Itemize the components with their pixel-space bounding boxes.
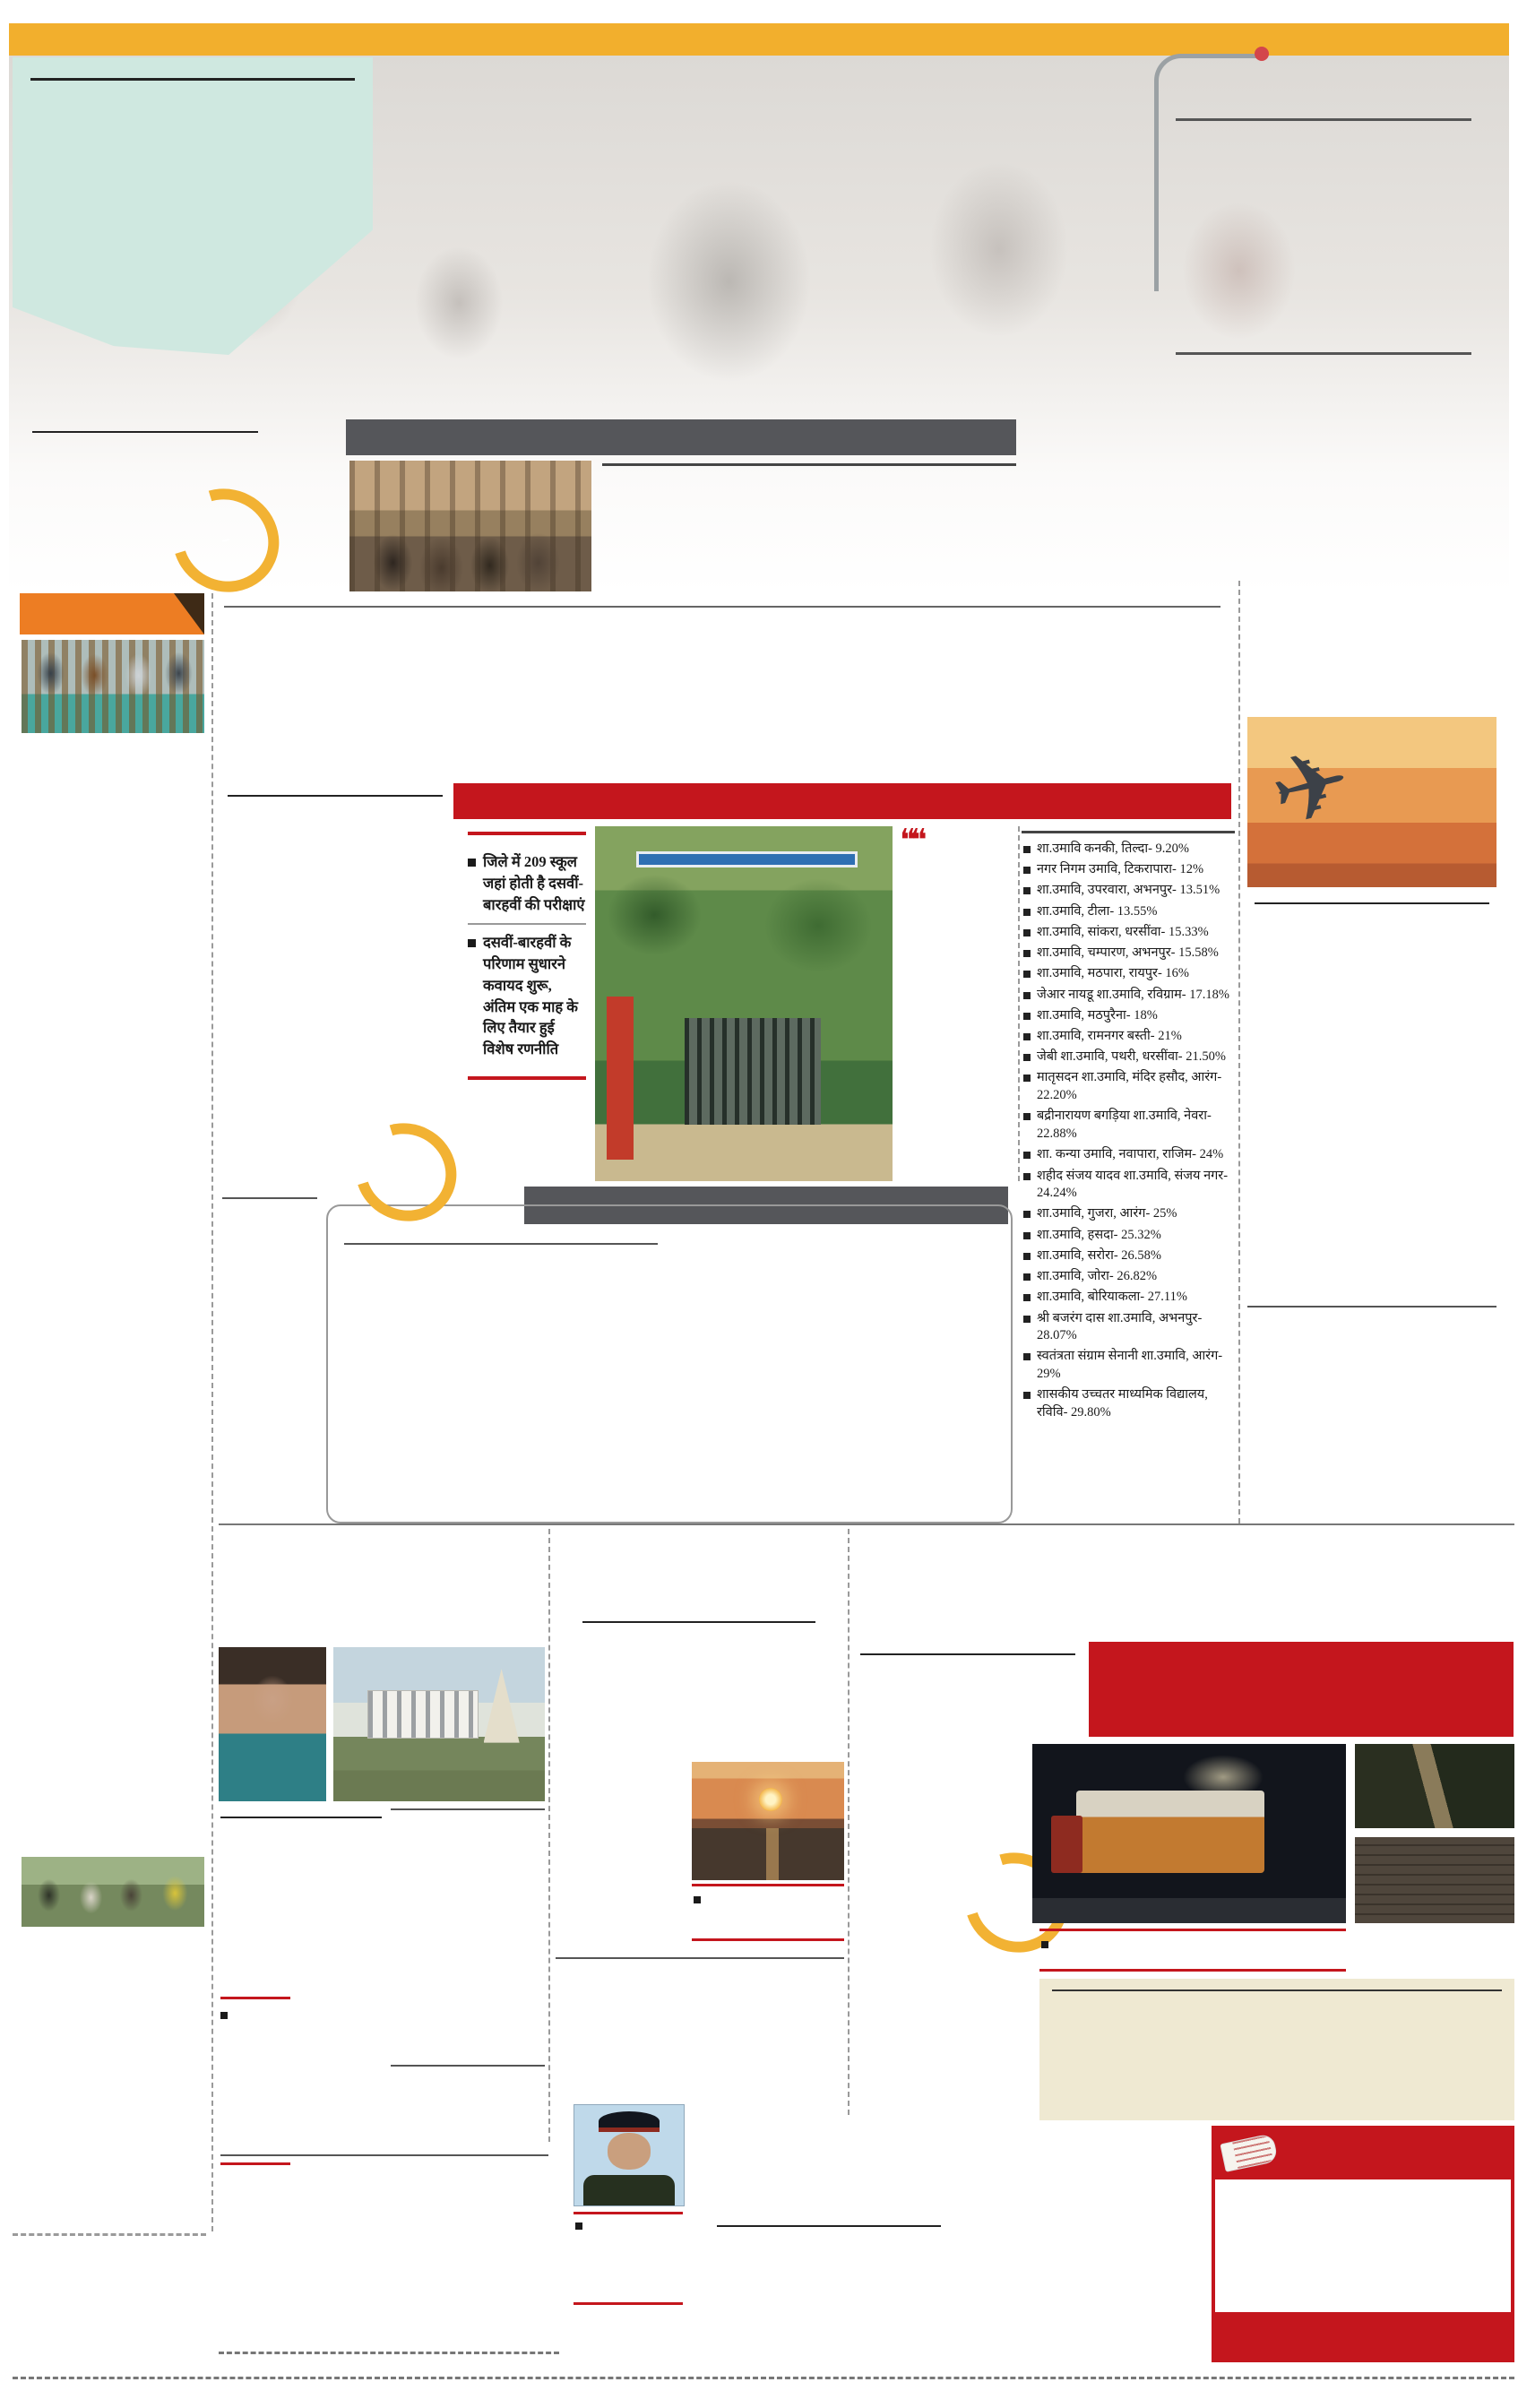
corner-line-decoration (1154, 54, 1266, 291)
school-list-item: श्री बजरंग दास शा.उमावि, अभनपुर- 28.07% (1022, 1310, 1235, 1345)
sunset-caption (692, 1884, 844, 1941)
school-list-item: शा.उमावि, हसदा- 25.32% (1022, 1227, 1235, 1245)
school-list-item: शहीद संजय यादव शा.उमावि, संजय नगर- 24.24% (1022, 1168, 1235, 1203)
liquor-pull-quote (220, 1997, 290, 2165)
divider (219, 2352, 559, 2354)
column-separator (848, 1529, 850, 2115)
school-body (222, 826, 453, 1181)
school-list-item: शा.उमावि कनकी, तिल्दा- 9.20% (1022, 841, 1235, 859)
secretariat-building-photo (333, 1647, 545, 1801)
lead-headline (29, 355, 1147, 410)
bullet-item: जिले में 209 स्कूल जहां होती है दसवीं-बारहवीं की परीक्षाएं (468, 844, 586, 923)
brief-body (23, 1063, 204, 1396)
top-bar (9, 23, 1509, 56)
aviation-subbody (1247, 1360, 1496, 1523)
ad-message (1215, 2179, 1511, 2283)
school-list-item: शा.उमावि, गुजरा, आरंग- 25% (1022, 1205, 1235, 1223)
verification-body (391, 1848, 545, 2059)
newspaper-icon (1220, 2133, 1278, 2172)
airplane-photo (1247, 717, 1496, 887)
jail-subhead (220, 2151, 548, 2156)
jail-body (220, 2190, 547, 2337)
liquor-body-a (220, 1850, 382, 1991)
school-list-item: शासकीय उच्चतर माध्यमिक विद्यालय, रविवि- 29.80% (1022, 1386, 1235, 1421)
divider (13, 2233, 206, 2236)
liquor-byline (220, 1812, 382, 1818)
weather-byline (582, 1617, 815, 1623)
aiims-body-col2 (968, 2262, 1204, 2402)
school-list-item: शा.उमावि, बोरियाकला- 27.11% (1022, 1289, 1235, 1307)
truck-container (1076, 1791, 1264, 1873)
road (1032, 1898, 1346, 1923)
strategy-head (344, 1240, 658, 1245)
gate-pillar (607, 997, 634, 1160)
cold-wind-subhead (556, 1954, 844, 1959)
office-sign (636, 851, 857, 867)
brief-body (23, 1932, 204, 2221)
truck-cab (1051, 1816, 1082, 1873)
lead-right-column (1023, 421, 1197, 593)
brief-body (23, 1475, 204, 1789)
brief-title (23, 1403, 206, 1468)
temple-tower (484, 1669, 520, 1743)
lead-body (32, 470, 267, 591)
weather-body-a (556, 1658, 844, 1758)
aiims-byline (717, 2221, 941, 2227)
sun (759, 1788, 782, 1811)
school-list-item: बद्रीनारायण बगड़िया शा.उमावि, नेवरा- 22.88% (1022, 1108, 1235, 1143)
school-list-item: जेआर नायडू शा.उमावि, रविग्राम- 17.18% (1022, 987, 1235, 1005)
face (608, 2133, 651, 2169)
verification-subhead (391, 1805, 545, 1810)
aiims-headline (712, 2126, 1207, 2210)
red-dot-decoration (1255, 47, 1269, 61)
brief-title (23, 740, 206, 796)
strategy-item (344, 1240, 658, 1245)
ad-header (1215, 2129, 1511, 2179)
dark-office-title (1052, 1986, 1502, 1991)
official-portrait-photo (219, 1647, 326, 1801)
liquor-headline (219, 1531, 548, 1635)
exam-centers-banner (453, 783, 1231, 819)
iron-gate (685, 1018, 822, 1125)
container-headline (853, 1531, 1514, 1631)
school-list-item: शा.उमावि, मठपुरैना- 18% (1022, 1007, 1235, 1025)
local-sub-title (602, 459, 1016, 466)
cctv-subhead (391, 2061, 545, 2067)
container-byline (860, 1649, 1075, 1655)
school-list-item: शा.उमावि, चम्पारण, अभनपुर- 15.58% (1022, 945, 1235, 962)
school-list-item: शा.उमावि, टीला- 13.55% (1022, 903, 1235, 921)
low-result-schools-list (1022, 826, 1235, 1527)
school-byline (228, 790, 443, 797)
officer-portrait-photo (574, 2104, 685, 2206)
memu-fare-body (1176, 364, 1479, 516)
liquor-body-b (299, 1997, 382, 2165)
weather-body-b (556, 1762, 683, 1948)
sun-reflection (766, 1828, 779, 1880)
dark-office-body (1052, 1996, 1502, 2085)
weather-headline (556, 1531, 844, 1608)
aviation-byline (1255, 898, 1489, 904)
station-platform-photo (349, 461, 591, 591)
airplane-silhouette-icon: ✈ (1261, 729, 1362, 848)
aviation-subhead (1247, 1301, 1496, 1308)
school-list-item: नगर निगम उमावि, टिकरापारा- 12% (1022, 861, 1235, 879)
school-list-item: मातृसदन शा.उमावि, मंदिर हसौद, आरंग- 22.20% (1022, 1069, 1235, 1104)
broken-gate-photo (1355, 1837, 1514, 1923)
zone-banner (346, 419, 1016, 455)
list-title (1022, 826, 1235, 833)
quote-icon: ❝❝ (900, 826, 922, 858)
accused-parade-photo (22, 1857, 204, 1927)
school-list-item: शा.उमावि, सांकरा, धरसींवा- 15.33% (1022, 924, 1235, 942)
cap-band (599, 2127, 660, 2133)
school-list-item: शा.उमावि, मठपारा, रायपुर- 16% (1022, 965, 1235, 983)
sunset-photo (692, 1762, 844, 1880)
meeting-box (1158, 59, 1491, 591)
brief-title (23, 1002, 206, 1057)
ad-phone-numbers (1215, 2312, 1511, 2359)
school-kicker (224, 599, 1220, 608)
cut-tree-photo (1355, 1744, 1514, 1828)
section-divider (219, 1523, 1514, 1525)
container-truck-photo (1032, 1744, 1346, 1923)
briefs-header (20, 593, 204, 634)
building-block (367, 1690, 479, 1739)
school-list-item: शा. कन्या उमावि, नवापारा, राजिम- 24% (1022, 1146, 1235, 1164)
cold-wind-body (556, 1991, 844, 2106)
official-quote-box (900, 826, 1020, 1181)
school-list-item: स्वतंत्रता संग्राम सेनानी शा.उमावि, आरंग- 29% (1022, 1348, 1235, 1383)
lead-byline (32, 427, 258, 433)
education-office-photo (595, 826, 893, 1181)
school-list-item: जेबी शा.उमावि, पथरी, धरसींवा- 21.50% (1022, 1049, 1235, 1066)
page-bottom-divider (13, 2377, 1514, 2379)
dark-office-box (1039, 1979, 1514, 2120)
school-bullets (468, 832, 586, 1080)
local-passengers-sub-story (602, 459, 1016, 573)
column-separator (1238, 581, 1240, 1523)
strategy-box (326, 1204, 1013, 1523)
aviation-headline (1247, 581, 1496, 713)
school-list-item: शा.उमावि, रामनगर बस्ती- 21% (1022, 1028, 1235, 1046)
column-separator (548, 1529, 550, 2142)
uniform (583, 2175, 675, 2205)
brief-body (23, 799, 204, 997)
board-exam-banner (1089, 1642, 1514, 1737)
reader-notice-ad (1212, 2126, 1514, 2362)
bullet-item: दसवीं-बारहवीं के परिणाम सुधारने कवायद शुरू, अंतिम एक माह के लिए तैयार हुई विशेष रणनीति (468, 923, 586, 1068)
aiims-body-col1 (712, 2262, 949, 2402)
officer-caption (574, 2212, 683, 2305)
rule (1176, 352, 1471, 355)
liquor-seizure-photo (22, 640, 204, 733)
question-bank-sub (222, 1194, 317, 1523)
local-sub-body (602, 472, 1016, 573)
school-list-item: शा.उमावि, उपरवारा, अभनपुर- 13.51% (1022, 882, 1235, 900)
container-body (853, 1692, 1025, 2110)
container-caption (1039, 1929, 1346, 1972)
aviation-body (1247, 941, 1496, 1298)
school-list-item: शा.उमावि, जोरा- 26.82% (1022, 1268, 1235, 1286)
school-list-item: शा.उमावि, सरोरा- 26.58% (1022, 1247, 1235, 1265)
special-train-title (30, 72, 355, 81)
school-headline (220, 649, 1215, 783)
brief-title (23, 1794, 206, 1851)
